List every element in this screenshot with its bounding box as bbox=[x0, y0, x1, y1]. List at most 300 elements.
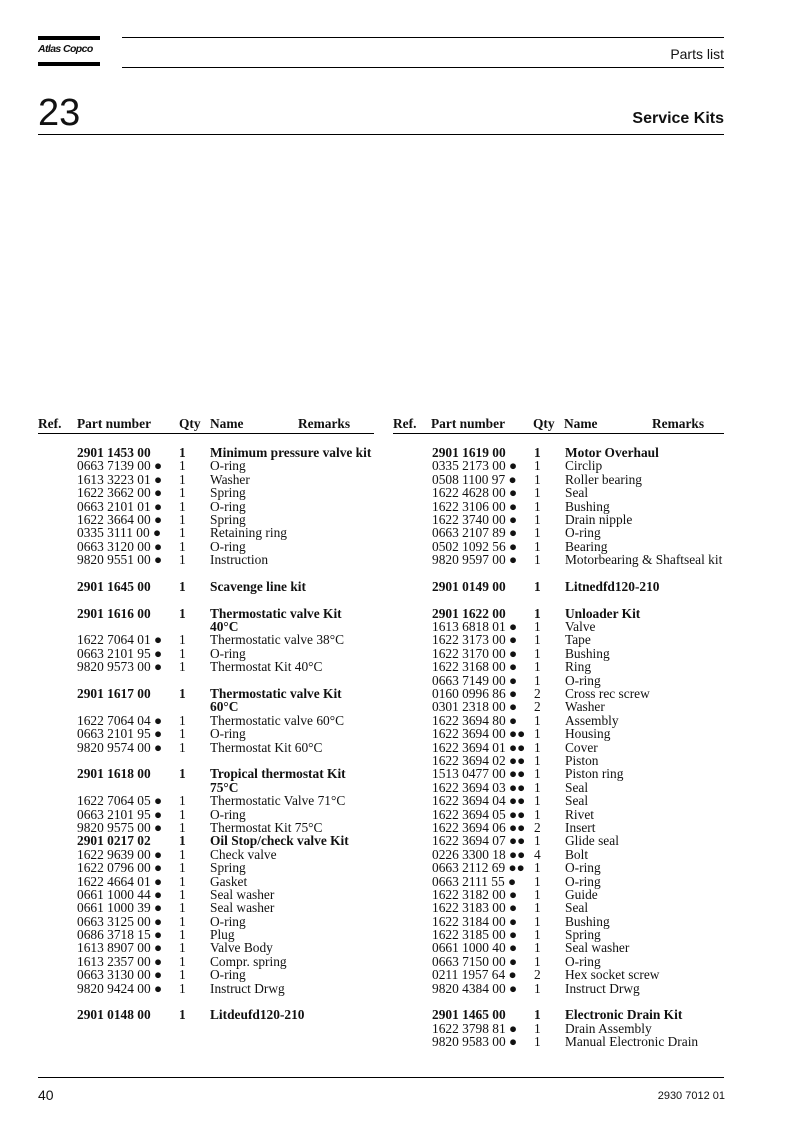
kit-row bbox=[393, 446, 724, 459]
qty-cell: 1 bbox=[179, 485, 186, 501]
left-parts-table bbox=[38, 417, 374, 1022]
name-cell: Housing bbox=[565, 726, 611, 742]
part-number-cell: 1622 3694 02 ●● bbox=[432, 752, 526, 768]
header-part-number: Part number bbox=[77, 416, 152, 431]
right-parts-table bbox=[393, 417, 724, 1049]
part-number-cell: 1622 0796 00 ● bbox=[77, 860, 163, 876]
part-number-cell: 0663 7139 00 ● bbox=[77, 458, 163, 474]
name-cell: Electronic Drain Kit bbox=[565, 1007, 683, 1023]
kit-row bbox=[393, 1008, 724, 1021]
name-cell: Rivet bbox=[565, 806, 595, 822]
name-cell: Seal bbox=[565, 900, 589, 916]
part-number-cell: 1622 3185 00 ● bbox=[432, 927, 518, 943]
name-cell: Thermostatic valve 38°C bbox=[210, 632, 345, 648]
part-row bbox=[393, 714, 724, 727]
name-cell: Bushing bbox=[565, 498, 610, 514]
qty-cell: 1 bbox=[179, 806, 186, 822]
name-cell: 75°C bbox=[210, 779, 239, 795]
chapter-number: 23 bbox=[38, 92, 81, 134]
name-cell: Bushing bbox=[565, 913, 610, 929]
row-spacer bbox=[38, 674, 374, 687]
name-cell: Glide seal bbox=[565, 833, 619, 849]
name-cell: Cross rec screw bbox=[565, 686, 650, 702]
part-row bbox=[38, 486, 374, 499]
part-row bbox=[38, 500, 374, 513]
qty-cell: 2 bbox=[534, 699, 541, 715]
qty-cell: 4 bbox=[534, 846, 541, 862]
part-number-cell: 1622 4628 00 ● bbox=[432, 485, 518, 501]
part-number-cell: 1622 3173 00 ● bbox=[432, 632, 518, 648]
kit-row bbox=[38, 580, 374, 593]
document-number: 2930 7012 01 bbox=[657, 1090, 725, 1102]
name-cell: O-ring bbox=[565, 860, 601, 876]
name-cell: Litnedfd120-210 bbox=[565, 578, 660, 594]
part-number-cell: 0663 7150 00 ● bbox=[432, 953, 518, 969]
part-row bbox=[393, 459, 724, 472]
name-cell: Bushing bbox=[565, 645, 610, 661]
qty-cell: 1 bbox=[179, 525, 186, 541]
name-cell: Plug bbox=[210, 927, 235, 943]
part-number-cell: 1622 3694 00 ●● bbox=[432, 726, 526, 742]
name-cell: Washer bbox=[565, 699, 605, 715]
qty-cell: 1 bbox=[179, 927, 186, 943]
logo-top-bar bbox=[38, 36, 100, 40]
part-row bbox=[393, 660, 724, 673]
qty-cell: 1 bbox=[534, 1020, 541, 1036]
qty-cell: 1 bbox=[534, 525, 541, 541]
qty-cell: 1 bbox=[534, 605, 541, 621]
part-row bbox=[38, 459, 374, 472]
name-cell: Instruct Drwg bbox=[210, 980, 285, 996]
qty-cell: 2 bbox=[534, 967, 541, 983]
name-cell: Tape bbox=[565, 632, 591, 648]
kit-row bbox=[38, 767, 374, 780]
part-row bbox=[393, 848, 724, 861]
parts-list-label: Parts list bbox=[670, 46, 724, 62]
part-number-cell: 1622 3664 00 ● bbox=[77, 511, 163, 527]
part-number-cell: 0663 2101 95 ● bbox=[77, 645, 163, 661]
row-spacer bbox=[38, 754, 374, 767]
part-number-cell: 2901 0148 00 bbox=[77, 1007, 151, 1023]
kit-row bbox=[393, 580, 724, 593]
part-number-cell: 0663 2101 95 ● bbox=[77, 726, 163, 742]
qty-cell: 1 bbox=[534, 752, 541, 768]
name-cell: Motorbearing & Shaftseal kit bbox=[565, 552, 723, 568]
qty-cell: 1 bbox=[179, 886, 186, 902]
qty-cell: 1 bbox=[534, 953, 541, 969]
qty-cell: 1 bbox=[534, 806, 541, 822]
row-spacer bbox=[393, 593, 724, 606]
part-row bbox=[393, 808, 724, 821]
qty-cell: 1 bbox=[179, 659, 186, 675]
part-row bbox=[38, 888, 374, 901]
qty-cell: 1 bbox=[534, 538, 541, 554]
header-remarks: Remarks bbox=[298, 416, 351, 431]
part-row bbox=[393, 982, 724, 995]
part-number-cell: 0663 7149 00 ● bbox=[432, 672, 518, 688]
name-cell: Ring bbox=[565, 659, 592, 675]
part-row bbox=[393, 767, 724, 780]
name-cell: O-ring bbox=[565, 953, 601, 969]
part-number-cell: 1622 3798 81 ● bbox=[432, 1020, 518, 1036]
part-row bbox=[393, 941, 724, 954]
qty-cell: 1 bbox=[534, 766, 541, 782]
part-number-cell: 9820 9583 00 ● bbox=[432, 1034, 518, 1050]
part-row bbox=[393, 526, 724, 539]
part-row bbox=[393, 620, 724, 633]
part-row bbox=[393, 901, 724, 914]
row-spacer bbox=[38, 995, 374, 1008]
name-cell: Piston bbox=[565, 752, 599, 768]
part-number-cell: 1622 3694 07 ●● bbox=[432, 833, 526, 849]
part-row bbox=[393, 915, 724, 928]
qty-cell: 1 bbox=[179, 739, 186, 755]
part-row bbox=[393, 781, 724, 794]
name-cell: Guide bbox=[565, 886, 598, 902]
part-number-cell: 2901 1619 00 bbox=[432, 445, 506, 460]
part-row bbox=[38, 901, 374, 914]
name-cell: Piston ring bbox=[565, 766, 624, 782]
part-number-cell: 2901 1622 00 bbox=[432, 605, 506, 621]
name-cell: Bearing bbox=[565, 538, 608, 554]
part-number-cell: 1513 0477 00 ●● bbox=[432, 766, 526, 782]
part-number-cell: 0661 1000 39 ● bbox=[77, 900, 163, 916]
name-cell: Seal washer bbox=[565, 940, 630, 956]
logo-bottom-bar bbox=[38, 62, 100, 66]
part-row bbox=[393, 861, 724, 874]
qty-cell: 1 bbox=[534, 619, 541, 635]
part-number-cell: 9820 4384 00 ● bbox=[432, 980, 518, 996]
part-number-cell: 0663 2111 55 ● bbox=[432, 873, 517, 889]
name-cell: Spring bbox=[210, 485, 246, 501]
part-number-cell: 1613 3223 01 ● bbox=[77, 471, 163, 487]
part-row bbox=[393, 553, 724, 566]
name-cell: Spring bbox=[565, 927, 601, 943]
qty-cell: 1 bbox=[179, 819, 186, 835]
part-row bbox=[38, 861, 374, 874]
name-cell: Thermostatic valve 60°C bbox=[210, 712, 345, 728]
part-number-cell: 1622 3170 00 ● bbox=[432, 645, 518, 661]
row-spacer bbox=[38, 593, 374, 606]
part-number-cell: 0663 3130 00 ● bbox=[77, 967, 163, 983]
part-row bbox=[393, 647, 724, 660]
qty-cell: 1 bbox=[534, 793, 541, 809]
part-row bbox=[393, 821, 724, 834]
part-row bbox=[38, 955, 374, 968]
qty-cell: 1 bbox=[534, 471, 541, 487]
part-number-cell: 0663 3120 00 ● bbox=[77, 538, 163, 554]
name-cell: Circlip bbox=[565, 458, 603, 474]
qty-cell: 1 bbox=[179, 712, 186, 728]
qty-cell: 1 bbox=[534, 927, 541, 943]
qty-cell: 1 bbox=[534, 578, 541, 594]
qty-cell: 1 bbox=[179, 1007, 186, 1023]
qty-cell: 1 bbox=[179, 940, 186, 956]
qty-cell: 1 bbox=[179, 632, 186, 648]
part-number-cell: 0211 1957 64 ● bbox=[432, 967, 517, 983]
part-number-cell: 1622 3694 80 ● bbox=[432, 712, 518, 728]
qty-cell: 1 bbox=[179, 538, 186, 554]
part-number-cell: 0663 2112 69 ●● bbox=[432, 860, 525, 876]
table-header-rule bbox=[38, 433, 374, 434]
qty-cell: 1 bbox=[534, 458, 541, 474]
part-number-cell: 9820 9575 00 ● bbox=[77, 819, 163, 835]
name-cell: Motor Overhaul bbox=[565, 445, 659, 460]
qty-cell: 1 bbox=[534, 485, 541, 501]
part-row bbox=[38, 928, 374, 941]
row-spacer bbox=[38, 567, 374, 580]
section-title: Service Kits bbox=[632, 110, 724, 127]
part-number-cell: 1622 3694 03 ●● bbox=[432, 779, 526, 795]
footer-rule bbox=[38, 1077, 724, 1078]
part-row bbox=[393, 500, 724, 513]
qty-cell: 1 bbox=[534, 672, 541, 688]
part-number-cell: 1622 3168 00 ● bbox=[432, 659, 518, 675]
part-number-cell: 1613 2357 00 ● bbox=[77, 953, 163, 969]
part-row bbox=[38, 808, 374, 821]
qty-cell: 1 bbox=[534, 712, 541, 728]
kit-row bbox=[38, 1008, 374, 1021]
name-cell: Seal bbox=[565, 779, 589, 795]
part-number-cell: 0663 2101 01 ● bbox=[77, 498, 163, 514]
part-row bbox=[393, 513, 724, 526]
part-number-cell: 2901 1645 00 bbox=[77, 578, 151, 594]
kit-row bbox=[38, 834, 374, 847]
name-cell: Minimum pressure valve kit bbox=[210, 445, 372, 460]
name-cell: Litdeufd120-210 bbox=[210, 1007, 305, 1023]
qty-cell: 1 bbox=[179, 860, 186, 876]
part-number-cell: 2901 1465 00 bbox=[432, 1007, 506, 1023]
part-number-cell: 0160 0996 86 ● bbox=[432, 686, 518, 702]
name-cell: Check valve bbox=[210, 846, 277, 862]
qty-cell: 1 bbox=[534, 552, 541, 568]
name-cell: Cover bbox=[565, 739, 598, 755]
qty-cell: 1 bbox=[179, 726, 186, 742]
part-row bbox=[393, 968, 724, 981]
part-row bbox=[38, 821, 374, 834]
qty-cell: 1 bbox=[179, 511, 186, 527]
header-part-number: Part number bbox=[431, 416, 506, 431]
page-number: 40 bbox=[38, 1087, 54, 1103]
qty-cell: 1 bbox=[534, 1007, 541, 1023]
kit-row bbox=[393, 607, 724, 620]
left-rows bbox=[38, 446, 374, 1022]
row-spacer bbox=[393, 567, 724, 580]
name-cell: Bolt bbox=[565, 846, 589, 862]
qty-cell: 1 bbox=[534, 860, 541, 876]
part-row bbox=[393, 727, 724, 740]
name-cell: Instruction bbox=[210, 552, 269, 568]
qty-cell: 1 bbox=[179, 498, 186, 514]
part-row bbox=[393, 540, 724, 553]
name-cell: O-ring bbox=[210, 538, 246, 554]
part-row bbox=[38, 915, 374, 928]
part-number-cell: 0226 3300 18 ●● bbox=[432, 846, 526, 862]
part-row bbox=[393, 741, 724, 754]
name-cell: Roller bearing bbox=[565, 471, 642, 487]
name-cell: Instruct Drwg bbox=[565, 980, 640, 996]
part-number-cell: 2901 1453 00 bbox=[77, 445, 151, 460]
part-number-cell: 2901 1618 00 bbox=[77, 766, 151, 782]
qty-cell: 1 bbox=[179, 552, 186, 568]
part-row bbox=[38, 714, 374, 727]
part-row bbox=[393, 834, 724, 847]
part-number-cell: 1613 8907 00 ● bbox=[77, 940, 163, 956]
name-cell: Valve Body bbox=[210, 940, 273, 956]
qty-cell: 1 bbox=[179, 967, 186, 983]
qty-cell: 1 bbox=[179, 686, 186, 702]
part-number-cell: 1622 3694 04 ●● bbox=[432, 793, 526, 809]
qty-cell: 1 bbox=[179, 873, 186, 889]
qty-cell: 2 bbox=[534, 686, 541, 702]
name-cell: Drain Assembly bbox=[565, 1020, 652, 1036]
part-number-cell: 1622 3183 00 ● bbox=[432, 900, 518, 916]
part-row bbox=[393, 700, 724, 713]
part-number-cell: 2901 1617 00 bbox=[77, 686, 151, 702]
qty-cell: 1 bbox=[179, 980, 186, 996]
part-number-cell: 2901 0217 02 bbox=[77, 833, 151, 849]
kit-row bbox=[38, 446, 374, 459]
part-number-cell: 1622 9639 00 ● bbox=[77, 846, 163, 862]
name-cell: Spring bbox=[210, 511, 246, 527]
part-row bbox=[393, 687, 724, 700]
part-number-cell: 1622 3694 01 ●● bbox=[432, 739, 526, 755]
qty-cell: 1 bbox=[179, 900, 186, 916]
part-number-cell: 0661 1000 40 ● bbox=[432, 940, 518, 956]
part-row bbox=[393, 928, 724, 941]
qty-cell: 1 bbox=[534, 873, 541, 889]
part-number-cell: 1622 7064 05 ● bbox=[77, 793, 163, 809]
part-number-cell: 1622 3182 00 ● bbox=[432, 886, 518, 902]
qty-cell: 1 bbox=[534, 900, 541, 916]
kit-row bbox=[38, 781, 374, 794]
qty-cell: 1 bbox=[534, 913, 541, 929]
part-number-cell: 0508 1100 97 ● bbox=[432, 471, 517, 487]
name-cell: Tropical thermostat Kit bbox=[210, 766, 346, 782]
name-cell: Thermostatic valve Kit bbox=[210, 605, 342, 621]
name-cell: Drain nipple bbox=[565, 511, 633, 527]
part-row bbox=[38, 848, 374, 861]
part-number-cell: 0301 2318 00 ● bbox=[432, 699, 518, 715]
qty-cell: 1 bbox=[534, 779, 541, 795]
part-row bbox=[38, 727, 374, 740]
kit-row bbox=[38, 687, 374, 700]
header-name: Name bbox=[564, 416, 598, 431]
qty-cell: 1 bbox=[534, 632, 541, 648]
part-row bbox=[393, 633, 724, 646]
qty-cell: 2 bbox=[534, 819, 541, 835]
header-ref: Ref. bbox=[393, 416, 417, 431]
part-row bbox=[38, 647, 374, 660]
qty-cell: 1 bbox=[179, 445, 186, 460]
name-cell: Gasket bbox=[210, 873, 248, 889]
part-number-cell: 9820 9574 00 ● bbox=[77, 739, 163, 755]
name-cell: O-ring bbox=[210, 645, 246, 661]
name-cell: O-ring bbox=[565, 525, 601, 541]
qty-cell: 1 bbox=[534, 445, 541, 460]
name-cell: Manual Electronic Drain bbox=[565, 1034, 699, 1050]
table-header bbox=[38, 417, 374, 433]
qty-cell: 1 bbox=[179, 793, 186, 809]
part-row bbox=[38, 941, 374, 954]
part-row bbox=[393, 1035, 724, 1048]
qty-cell: 1 bbox=[179, 605, 186, 621]
part-number-cell: 9820 9573 00 ● bbox=[77, 659, 163, 675]
part-row bbox=[38, 553, 374, 566]
logo-text: Atlas Copco bbox=[38, 43, 93, 55]
part-number-cell: 9820 9597 00 ● bbox=[432, 552, 518, 568]
qty-cell: 1 bbox=[534, 980, 541, 996]
name-cell: Retaining ring bbox=[210, 525, 287, 541]
qty-cell: 1 bbox=[534, 886, 541, 902]
qty-cell: 1 bbox=[534, 739, 541, 755]
name-cell: O-ring bbox=[210, 498, 246, 514]
part-number-cell: 1622 3106 00 ● bbox=[432, 498, 518, 514]
part-number-cell: 0661 1000 44 ● bbox=[77, 886, 163, 902]
name-cell: Thermostat Kit 75°C bbox=[210, 819, 323, 835]
part-number-cell: 1622 3184 00 ● bbox=[432, 913, 518, 929]
header-qty: Qty bbox=[533, 416, 555, 431]
name-cell: Thermostat Kit 60°C bbox=[210, 739, 323, 755]
part-number-cell: 9820 9424 00 ● bbox=[77, 980, 163, 996]
part-number-cell: 1622 3694 05 ●● bbox=[432, 806, 526, 822]
name-cell: Spring bbox=[210, 860, 246, 876]
name-cell: O-ring bbox=[210, 458, 246, 474]
part-row bbox=[393, 473, 724, 486]
name-cell: O-ring bbox=[210, 806, 246, 822]
qty-cell: 1 bbox=[179, 953, 186, 969]
qty-cell: 1 bbox=[534, 645, 541, 661]
name-cell: Thermostat Kit 40°C bbox=[210, 659, 323, 675]
header-bottom-rule bbox=[38, 134, 724, 135]
header-top-rule bbox=[122, 37, 724, 38]
qty-cell: 1 bbox=[179, 913, 186, 929]
name-cell: Seal bbox=[565, 485, 589, 501]
atlas-copco-logo bbox=[38, 36, 101, 68]
part-number-cell: 1622 3740 00 ● bbox=[432, 511, 518, 527]
part-row bbox=[38, 660, 374, 673]
name-cell: Oil Stop/check valve Kit bbox=[210, 833, 349, 849]
part-row bbox=[393, 1022, 724, 1035]
part-row bbox=[38, 473, 374, 486]
part-row bbox=[393, 875, 724, 888]
qty-cell: 1 bbox=[534, 833, 541, 849]
part-number-cell: 1622 3662 00 ● bbox=[77, 485, 163, 501]
part-number-cell: 0502 1092 56 ● bbox=[432, 538, 518, 554]
qty-cell: 1 bbox=[179, 833, 186, 849]
name-cell: Insert bbox=[565, 819, 596, 835]
qty-cell: 1 bbox=[179, 471, 186, 487]
name-cell: Unloader Kit bbox=[565, 605, 641, 621]
part-number-cell: 0663 2107 89 ● bbox=[432, 525, 518, 541]
part-row bbox=[38, 513, 374, 526]
qty-cell: 1 bbox=[534, 940, 541, 956]
qty-cell: 1 bbox=[179, 766, 186, 782]
name-cell: Washer bbox=[210, 471, 250, 487]
table-header bbox=[393, 417, 724, 433]
part-number-cell: 0335 2173 00 ● bbox=[432, 458, 518, 474]
part-row bbox=[38, 741, 374, 754]
qty-cell: 1 bbox=[534, 498, 541, 514]
kit-row bbox=[38, 607, 374, 620]
qty-cell: 1 bbox=[534, 659, 541, 675]
qty-cell: 1 bbox=[534, 726, 541, 742]
name-cell: Scavenge line kit bbox=[210, 578, 306, 594]
name-cell: 60°C bbox=[210, 699, 239, 715]
part-row bbox=[38, 982, 374, 995]
part-row bbox=[38, 794, 374, 807]
part-row bbox=[393, 888, 724, 901]
